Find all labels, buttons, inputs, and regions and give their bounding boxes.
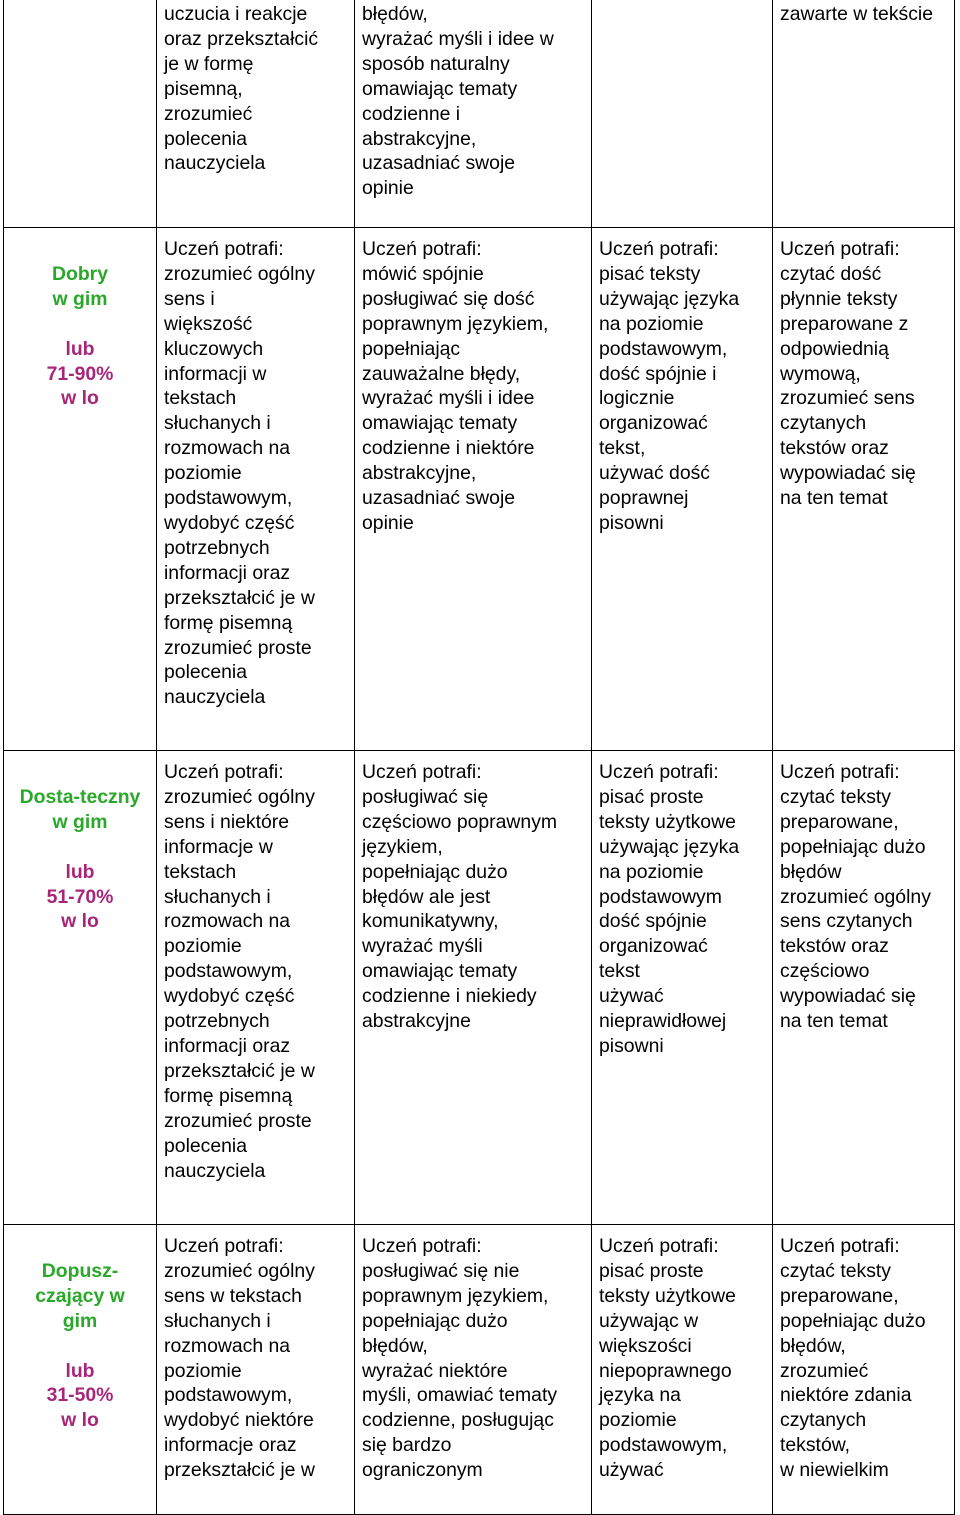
- writing-cell: Uczeń potrafi: pisać proste teksty użytkowe używając języka na poziomie podstawowym dość spójnie organizować tekst używać nieprawidłowej pisowni: [592, 751, 773, 1225]
- grade-name: Dopusz- czający w gim: [35, 1259, 125, 1332]
- writing-cell: [592, 0, 773, 228]
- grade-cell: [4, 1225, 157, 1515]
- grade-range: lub 51-70% w lo: [46, 860, 114, 933]
- table-row: [4, 0, 955, 228]
- grade-name: Dobry w gim: [51, 262, 109, 310]
- table-row: [4, 751, 955, 1225]
- grade-range: lub 31-50% w lo: [46, 1359, 114, 1432]
- speaking-cell: Uczeń potrafi: posługiwać się częściowo poprawnym językiem, popełniając dużo błędów ale jest komunikatywny, wyrażać myśli omawiając tematy codzienne i niekiedy abstrakcyjne: [355, 751, 592, 1225]
- grade-cell: [4, 0, 157, 228]
- speaking-cell: Uczeń potrafi: posługiwać się nie poprawnym językiem, popełniając dużo błędów, wyrażać niektóre myśli, omawiać tematy codzienne, posługując się bardzo ograniczonym: [355, 1225, 592, 1515]
- grading-criteria-table: [3, 0, 955, 1515]
- speaking-cell: błędów, wyrażać myśli i idee w sposób naturalny omawiając tematy codzienne i abstrakcyjne, uzasadniać swoje opinie: [355, 0, 592, 228]
- listening-cell: Uczeń potrafi: zrozumieć ogólny sens w tekstach słuchanych i rozmowach na poziomie podstawowym, wydobyć niektóre informacje oraz przekształcić je w: [157, 1225, 355, 1515]
- listening-cell: uczucia i reakcje oraz przekształcić je w formę pisemną, zrozumieć polecenia nauczyciela: [157, 0, 355, 228]
- reading-cell: Uczeń potrafi: czytać dość płynnie teksty preparowane z odpowiednią wymową, zrozumieć sens czytanych tekstów oraz wypowiadać się na ten temat: [773, 228, 955, 751]
- grade-cell: [4, 228, 157, 751]
- table-row: [4, 1225, 955, 1515]
- reading-cell: Uczeń potrafi: czytać teksty preparowane, popełniając dużo błędów, zrozumieć niektóre zdania czytanych tekstów, w niewielkim: [773, 1225, 955, 1515]
- speaking-cell: Uczeń potrafi: mówić spójnie posługiwać się dość poprawnym językiem, popełniając zauważalne błędy, wyrażać myśli i idee omawiając tematy codzienne i niektóre abstrakcyjne, uzasadniać swoje opinie: [355, 228, 592, 751]
- reading-cell: Uczeń potrafi: czytać teksty preparowane, popełniając dużo błędów zrozumieć ogólny sens czytanych tekstów oraz częściowo wypowiadać się na ten temat: [773, 751, 955, 1225]
- listening-cell: Uczeń potrafi: zrozumieć ogólny sens i większość kluczowych informacji w tekstach słuchanych i rozmowach na poziomie podstawowym, wydobyć część potrzebnych informacji oraz przekształcić je w formę pisemną zrozumieć proste polecenia nauczyciela: [157, 228, 355, 751]
- grade-cell: [4, 751, 157, 1225]
- reading-cell: zawarte w tekście: [773, 0, 955, 228]
- grade-range: lub 71-90% w lo: [46, 337, 114, 410]
- writing-cell: Uczeń potrafi: pisać proste teksty użytkowe używając w większości niepoprawnego języka na poziomie podstawowym, używać: [592, 1225, 773, 1515]
- table-row: [4, 228, 955, 751]
- writing-cell: Uczeń potrafi: pisać teksty używając języka na poziomie podstawowym, dość spójnie i logicznie organizować tekst, używać dość poprawnej pisowni: [592, 228, 773, 751]
- grade-name: Dosta-teczny w gim: [19, 785, 141, 833]
- listening-cell: Uczeń potrafi: zrozumieć ogólny sens i niektóre informacje w tekstach słuchanych i rozmowach na poziomie podstawowym, wydobyć część potrzebnych informacji oraz przekształcić je w formę pisemną zrozumieć proste polecenia nauczyciela: [157, 751, 355, 1225]
